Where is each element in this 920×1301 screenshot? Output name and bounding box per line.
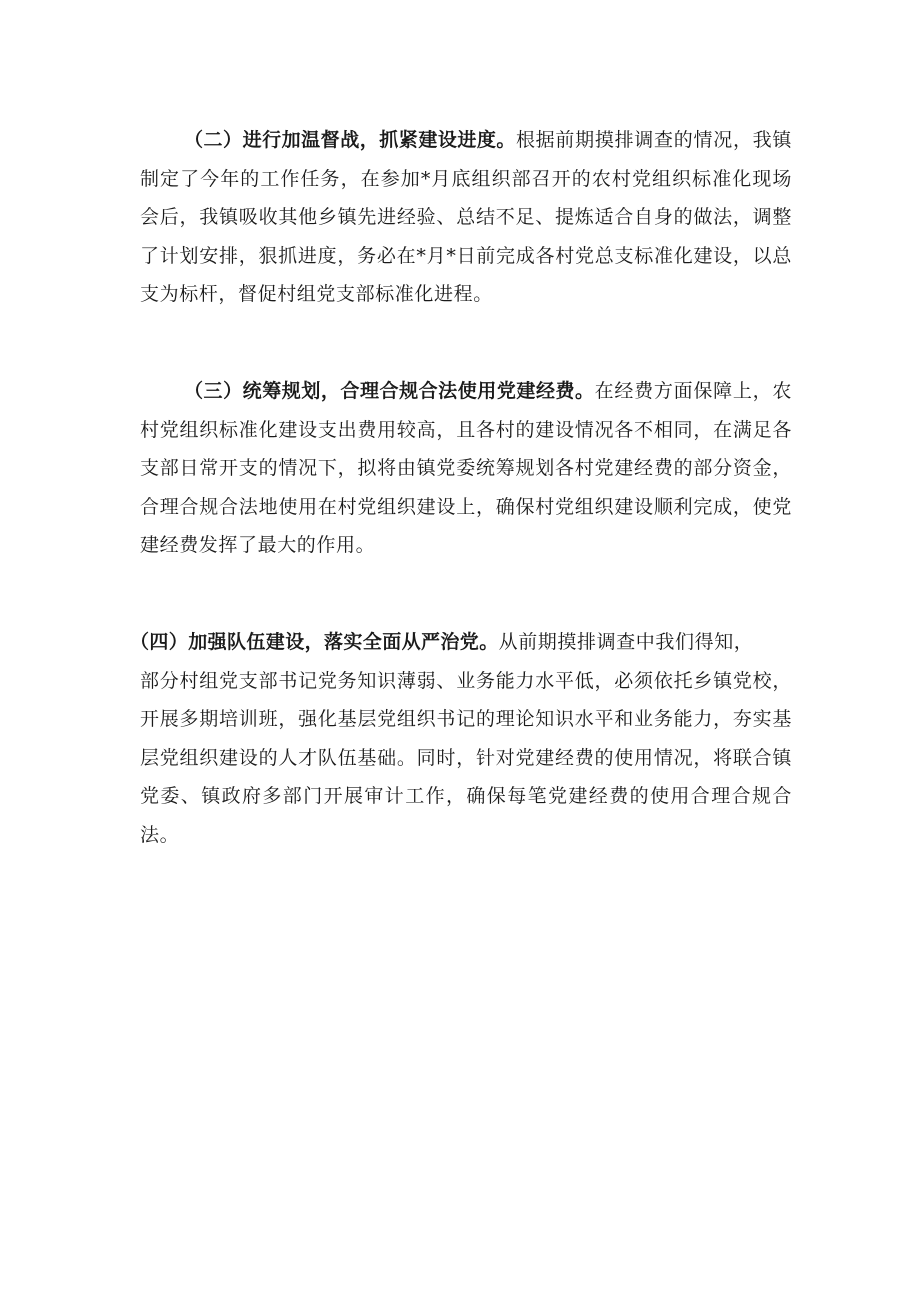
section-3-body: 在经费方面保障上，农村党组织标准化建设支出费用较高，且各村的建设情况各不相同，在满足各支部日常开支的情况下，拟将由镇党委统筹规划各村党建经费的部分资金，合理合规合法地使用在村党组织建设上，确保村党组织建设顺利完成，使党建经费发挥了最大的作用。 bbox=[140, 380, 792, 557]
section-3-heading: （三）统筹规划，合理合规合法使用党建经费。 bbox=[184, 380, 595, 402]
section-2-heading: （二）进行加温督战，抓紧建设进度。 bbox=[184, 129, 516, 151]
section-4-heading: （四）加强队伍建设，落实全面从严治党。 bbox=[130, 631, 499, 653]
section-4-body-rest: 部分村组党支部书记党务知识薄弱、业务能力水平低，必须依托乡镇党校，开展多期培训班，强化基层党组织书记的理论知识水平和业务能力，夯实基层党组织建设的人才队伍基础。同时，针对党建经费的使用情况，将联合镇党委、镇政府多部门开展审计工作，确保每笔党建经费的使用合理合规合法。 bbox=[140, 669, 792, 846]
section-4-body-first: 从前期摸排调查中我们得知， bbox=[498, 631, 754, 653]
section-4-paragraph bbox=[130, 623, 792, 855]
section-3-paragraph bbox=[140, 372, 792, 565]
section-2-body: 根据前期摸排调查的情况，我镇制定了今年的工作任务，在参加*月底组织部召开的农村党组织标准化现场会后，我镇吸收其他乡镇先进经验、总结不足、提炼适合自身的做法，调整了计划安排，狠抓进度，务必在*月*日前完成各村党总支标准化建设，以总支为标杆，督促村组党支部标准化进程。 bbox=[140, 129, 792, 306]
section-2-paragraph bbox=[140, 121, 792, 314]
